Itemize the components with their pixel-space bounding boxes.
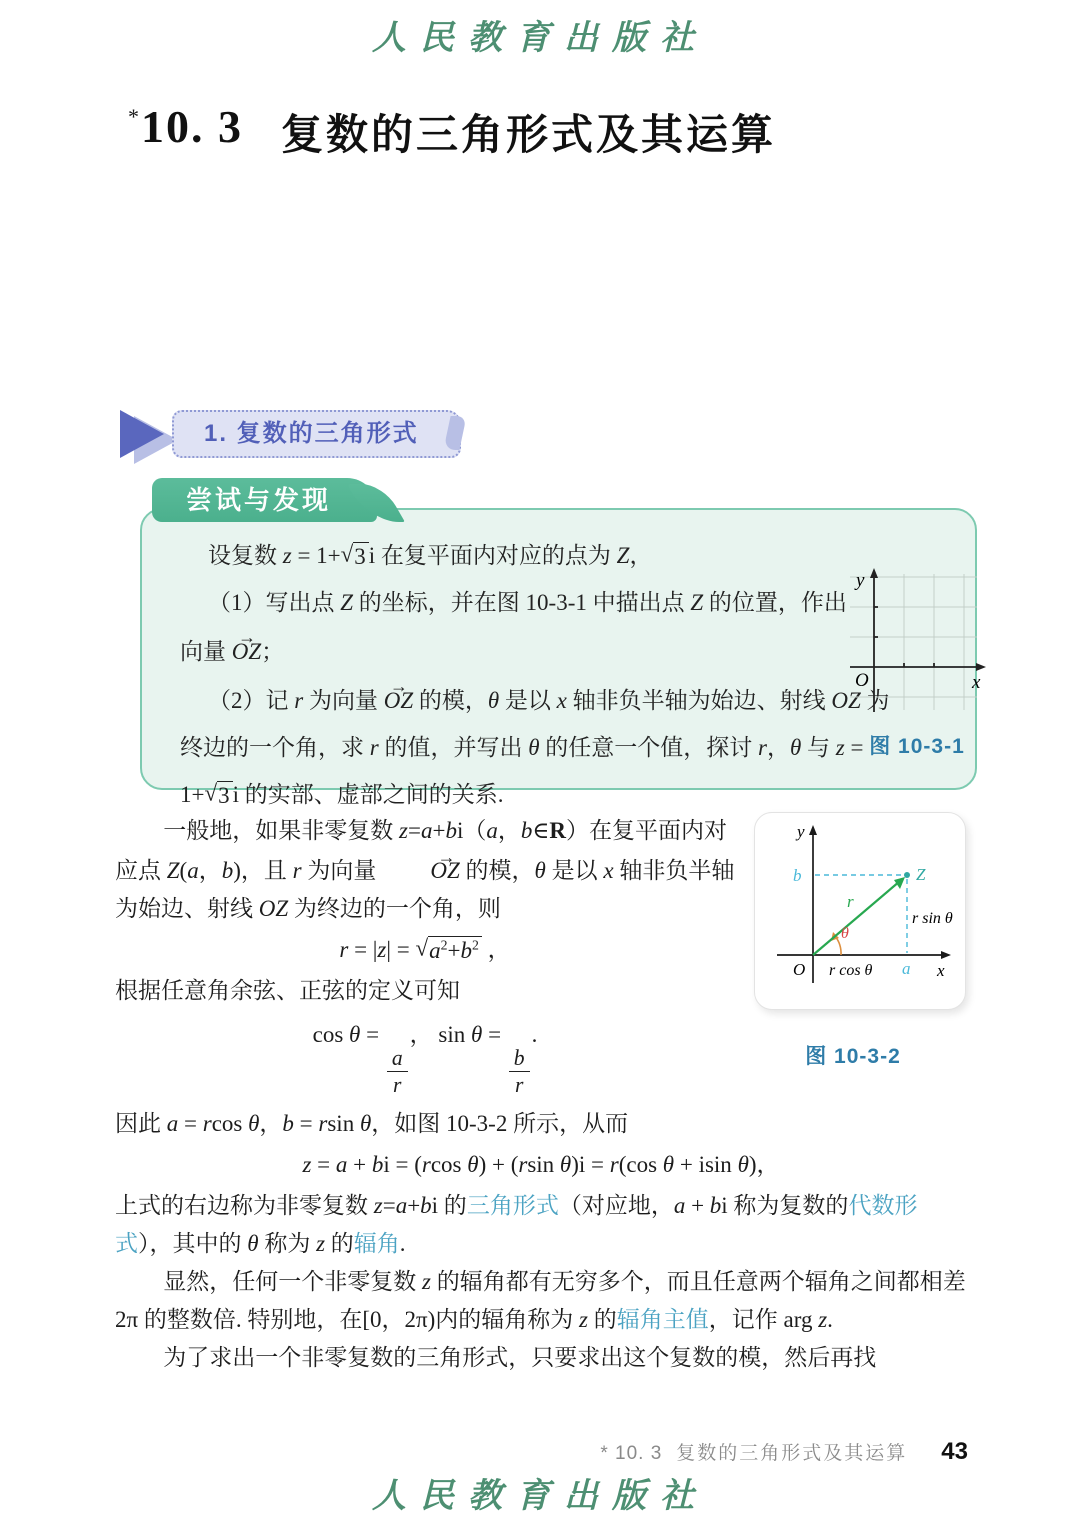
fig1-x-label: x bbox=[972, 672, 981, 693]
figure-10-3-1 bbox=[842, 562, 992, 760]
fig1-origin-label: O bbox=[855, 670, 869, 691]
section-banner-label: 1. 复数的三角形式 bbox=[172, 410, 461, 458]
fig2-theta-label: θ bbox=[841, 925, 849, 942]
try-discover-box bbox=[140, 508, 981, 808]
publisher-logo-top: 人民教育出版社 bbox=[372, 18, 708, 58]
title-asterisk: * bbox=[128, 104, 139, 129]
figure-10-3-2 bbox=[739, 812, 967, 1076]
formula-cos-sin: cos θ = $\frac{a}{r}$ ， sin θ = $\frac{b}{r}$ . bbox=[312, 1022, 538, 1097]
title-text: 复数的三角形式及其运算 bbox=[281, 113, 777, 159]
fig2-caption: 图 10-3-2 bbox=[805, 1045, 901, 1068]
page-title bbox=[128, 100, 776, 162]
paragraph-argument: 显然，任何一个非零复数 z 的辐角都有无穷多个，而且任意两个辐角之间都相差 2π 的整数倍. 特别地，在[0，2π)内的辐角称为 z 的辐角主值，记作 arg z. bbox=[115, 1269, 966, 1333]
fig2-z-label: Z bbox=[916, 865, 926, 884]
paragraph-next: 为了求出一个非零复数的三角形式，只要求出这个复数的模，然后再找 bbox=[163, 1345, 877, 1371]
fig2-x-label: x bbox=[937, 961, 945, 980]
vector-diagram bbox=[754, 812, 966, 1010]
fig1-caption: 图 10-3-1 bbox=[869, 735, 965, 758]
page-number: 43 bbox=[941, 1438, 968, 1465]
paragraph-trig-form-naming: 上式的右边称为非零复数 z=a+bi 的三角形式（对应地，a + bi 称为复数的代数形式），其中的 θ 称为 z 的辐角. bbox=[115, 1193, 918, 1257]
try-discover-tab: 尝试与发现 bbox=[152, 478, 377, 522]
try-discover-text bbox=[180, 532, 890, 818]
page-footer bbox=[600, 1438, 968, 1466]
fig2-a-label: a bbox=[902, 959, 911, 978]
paragraph-therefore: 因此 a = rcos θ，b = rsin θ，如图 10-3-2 所示，从而 bbox=[115, 1111, 629, 1137]
formula-trig-form: z = a + bi = (rcos θ) + (rsin θ)i = r(cos θ + isin θ)， bbox=[302, 1152, 780, 1178]
try-line: 1+ √ 3 i 的实部、虚部之间的关系. bbox=[180, 771, 890, 818]
fig2-r-label: r bbox=[847, 892, 854, 911]
body-text bbox=[115, 812, 967, 1377]
try-line: 设复数 z = 1+ √ 3 i 在复平面内对应的点为 Z， bbox=[180, 532, 890, 579]
fig2-b-label: b bbox=[793, 866, 802, 885]
paragraph-general: 一般地，如果非零复数 z=a+bi（a，b∈R）在复平面内对应点 Z(a，b)，且 r 为向量 → OZ 的模，θ 是以 x 轴非负半轴为始边、射线 OZ 为终边的一个角，则 bbox=[115, 812, 967, 928]
publisher-logo-bottom: 人民教育出版社 bbox=[372, 1476, 708, 1516]
fig2-rcos-label: r cos θ bbox=[829, 962, 873, 979]
fig2-y-label: y bbox=[797, 822, 805, 841]
grid-plot bbox=[842, 562, 992, 717]
try-line: （2）记 r 为向量 → OZ 的模，θ 是以 x 轴非负半轴为始边、射线 OZ 为 bbox=[180, 675, 890, 724]
title-number: 10. 3 bbox=[141, 101, 243, 152]
footer-section-title: 复数的三角形式及其运算 bbox=[676, 1443, 908, 1464]
fig2-origin-label: O bbox=[793, 960, 806, 979]
formula-modulus: r = |z| = √ $a^2+b^2$ ， bbox=[115, 931, 967, 969]
try-line: 向量 → OZ； bbox=[180, 626, 890, 675]
try-line: （1）写出点 Z 的坐标，并在图 10-3-1 中描出点 Z 的位置，作出 bbox=[208, 590, 847, 615]
fig2-rsin-label: r sin θ bbox=[912, 910, 953, 927]
footer-section-number: * 10. 3 bbox=[600, 1443, 663, 1464]
fig1-y-label: y bbox=[856, 570, 865, 591]
try-line: 终边的一个角，求 r 的值，并写出 θ 的任意一个值，探讨 r，θ 与 z = bbox=[180, 735, 864, 760]
paragraph-definition: 根据任意角余弦、正弦的定义可知 bbox=[115, 978, 460, 1003]
